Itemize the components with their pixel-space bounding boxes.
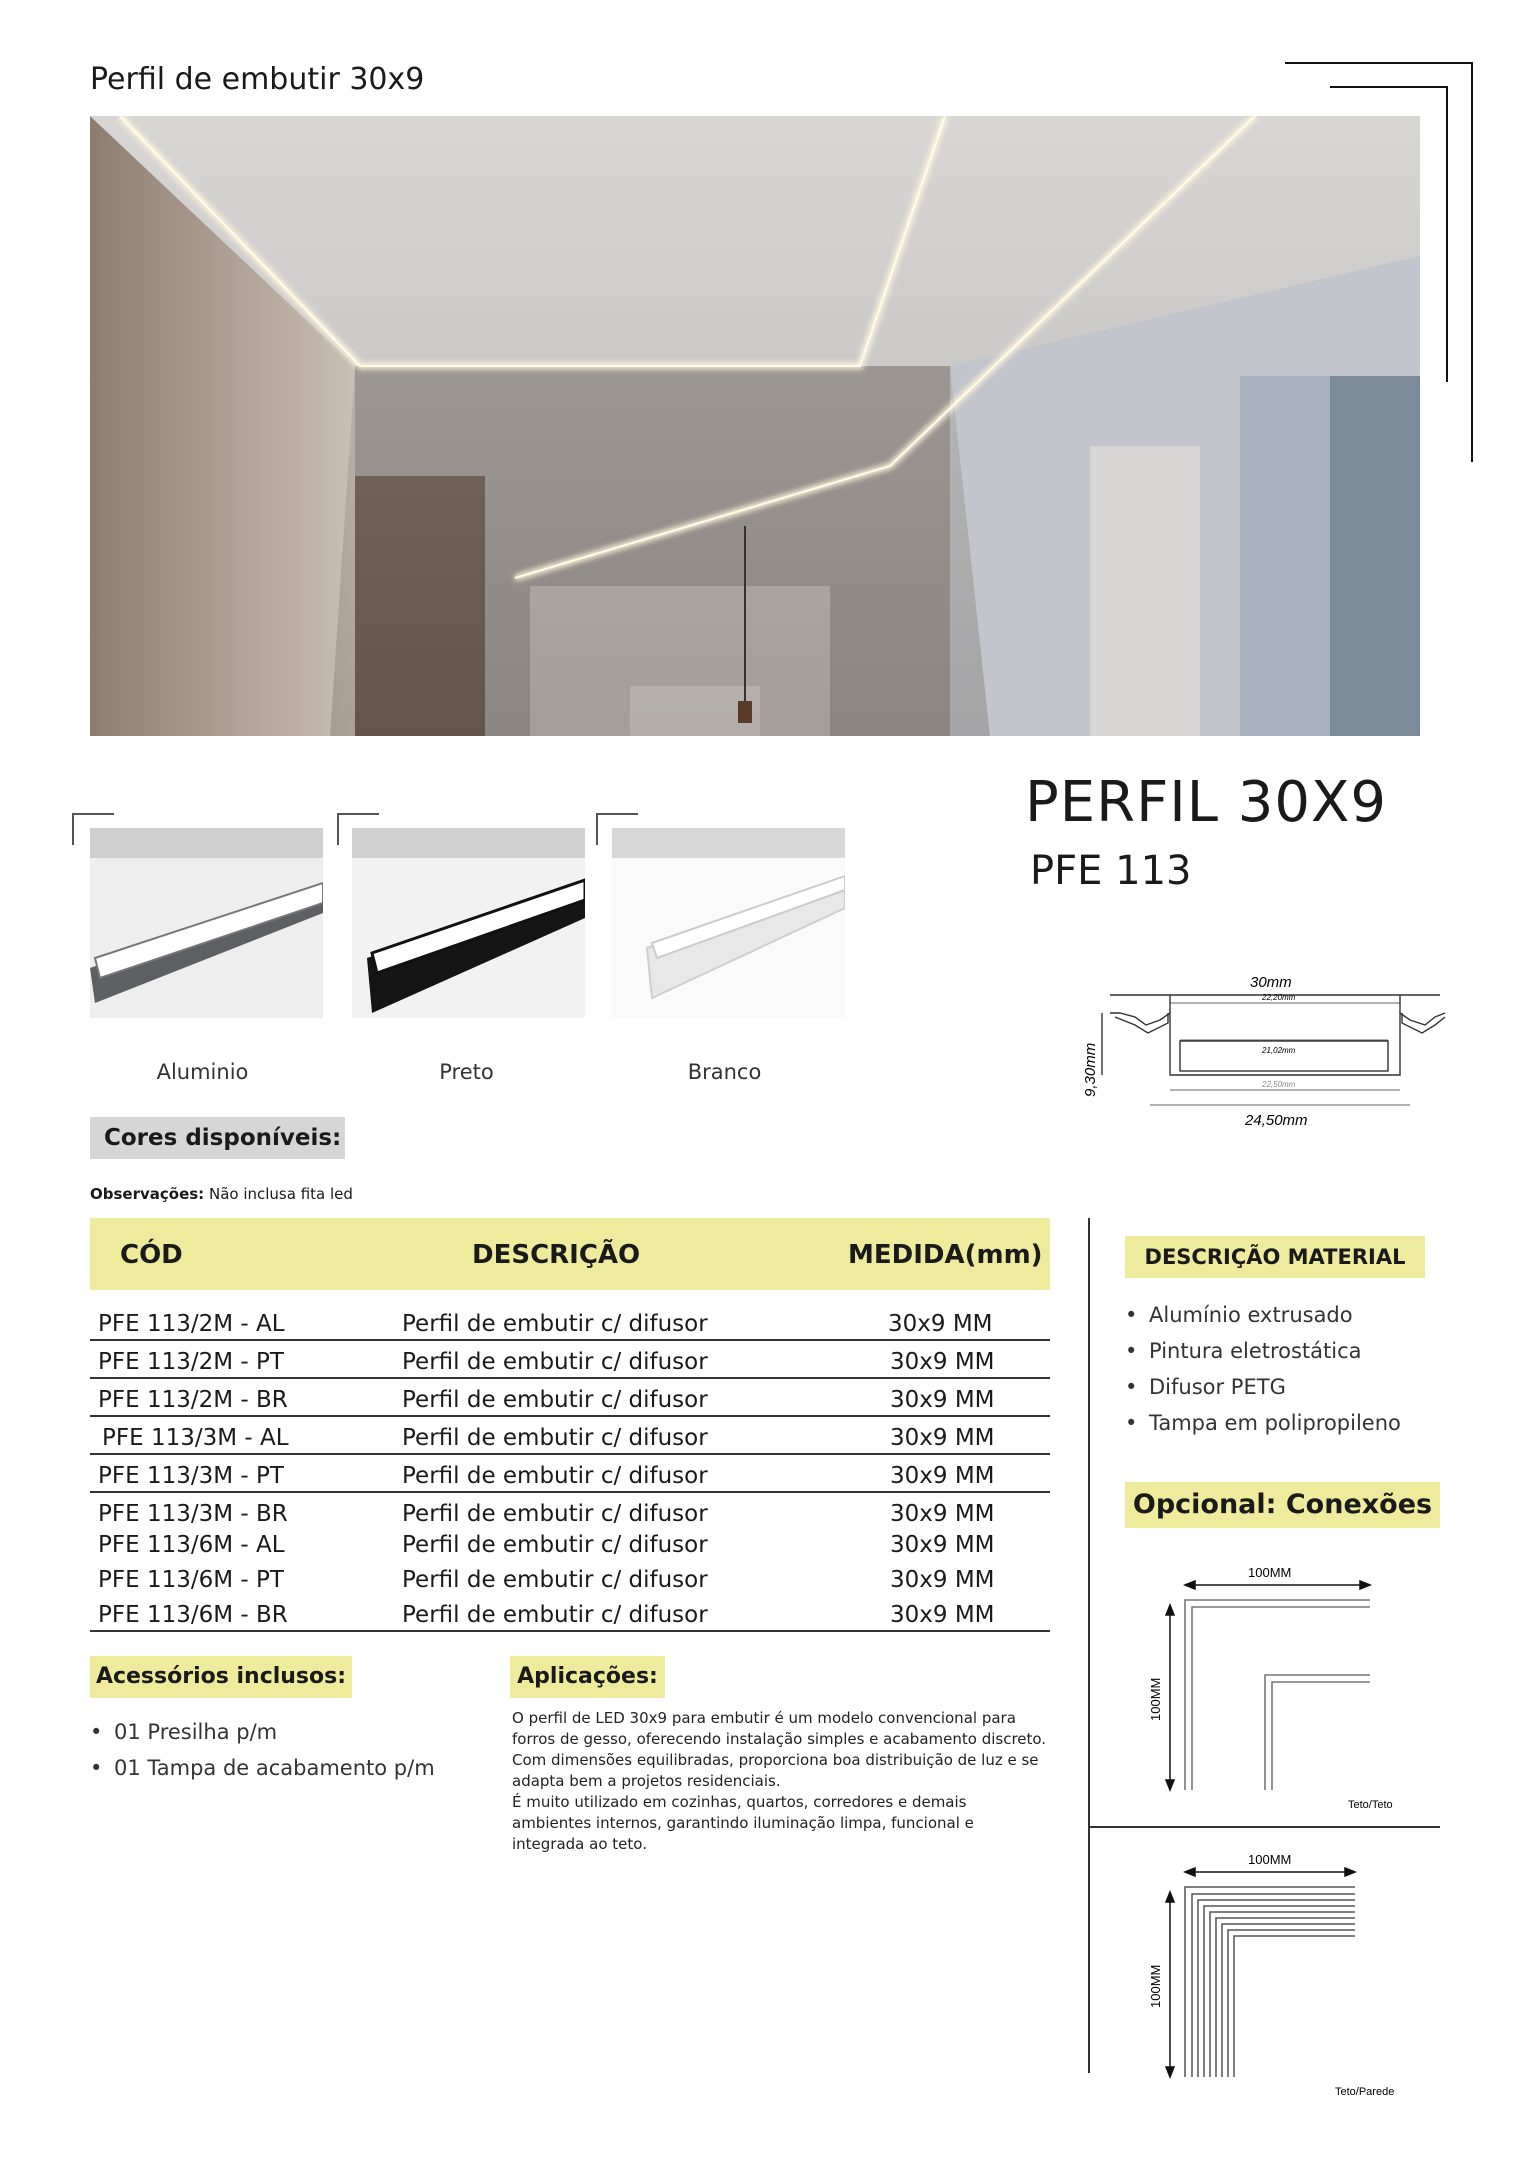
row-measure: 30x9 MM [890,1463,995,1489]
dim-bottom-outer: 24,50mm [1245,1112,1308,1129]
connector-teto-teto [1140,1565,1420,1815]
swatch-aluminio-image [90,828,323,1018]
table-row [90,1417,1050,1455]
th-code: CÓD [120,1240,183,1270]
table-row [90,1303,1050,1341]
profile-drawing [1080,965,1450,1170]
corner-decoration [1285,62,1473,64]
table-row [90,1524,1050,1560]
dim-inner-top: 22,20mm [1262,993,1296,1002]
applications-paragraph-1: O perfil de LED 30x9 para embutir é um modelo convencional para forros de gesso, oferecendo instalação simples e acabamento discreto. Com dimensões equilibradas, proporciona boa distribuição de luz e se adapta bem a projetos residenciais. [512,1709,1047,1790]
product-title: PERFIL 30X9 [1025,770,1388,835]
colors-heading: Cores disponíveis: [90,1117,345,1159]
material-item: • Alumínio extrusado [1125,1303,1401,1327]
accessories-list [90,1720,435,1792]
row-description: Perfil de embutir c/ difusor [402,1387,708,1413]
row-description: Perfil de embutir c/ difusor [402,1501,708,1527]
table-row [90,1559,1050,1595]
row-measure: 30x9 MM [890,1532,995,1558]
connector1-label: Teto/Teto [1348,1799,1393,1811]
material-item: • Tampa em polipropileno [1125,1411,1401,1435]
swatch-label-branco: Branco [687,1060,762,1084]
horizontal-divider [1090,1826,1440,1828]
material-item: • Pintura eletrostática [1125,1339,1401,1363]
observations [90,1185,353,1203]
table-row [90,1455,1050,1493]
row-measure: 30x9 MM [890,1501,995,1527]
connector1-width: 100MM [1248,1565,1292,1580]
optional-heading: Opcional: Conexões [1125,1482,1440,1528]
vertical-divider [1088,1218,1090,2073]
th-measure: MEDIDA(mm) [848,1240,1043,1270]
row-description: Perfil de embutir c/ difusor [402,1532,708,1558]
page-title: Perfil de embutir 30x9 [90,62,425,97]
connector2-width: 100MM [1248,1852,1292,1867]
observations-text: Não inclusa fita led [208,1185,353,1203]
table-header [90,1218,1050,1290]
row-description: Perfil de embutir c/ difusor [402,1463,708,1489]
corner-decoration-2v [1446,86,1448,382]
row-description: Perfil de embutir c/ difusor [402,1425,708,1451]
swatch-preto-image [352,828,585,1018]
connector1-height: 100MM [1148,1677,1163,1721]
connector-teto-parede [1140,1852,1420,2102]
applications-text [512,1708,1047,1855]
dim-width-top: 30mm [1250,974,1292,991]
observations-label: Observações: [90,1185,205,1203]
applications-paragraph-2: É muito utilizado em cozinhas, quartos, corredores e demais ambientes internos, garantindo iluminação limpa, funcional e integrada ao teto. [512,1793,974,1853]
row-measure: 30x9 MM [890,1567,995,1593]
row-code: PFE 113/2M - BR [98,1387,288,1413]
connector2-label: Teto/Parede [1335,2086,1395,2098]
swatch-label-aluminio: Aluminio [156,1060,249,1084]
hero-image [90,116,1420,736]
row-code: PFE 113/6M - BR [98,1602,288,1628]
th-description: DESCRIÇÃO [472,1240,641,1270]
product-code: PFE 113 [1030,848,1192,894]
dim-bottom-inner: 22,50mm [1262,1080,1296,1089]
row-code: PFE 113/6M - AL [98,1532,285,1558]
row-description: Perfil de embutir c/ difusor [402,1311,708,1337]
row-measure: 30x9 MM [890,1602,995,1628]
table-row [90,1341,1050,1379]
row-measure: 30x9 MM [890,1425,995,1451]
row-description: Perfil de embutir c/ difusor [402,1567,708,1593]
row-description: Perfil de embutir c/ difusor [402,1349,708,1375]
table-row [90,1379,1050,1417]
dim-inner-mid: 21,02mm [1262,1046,1296,1055]
row-measure: 30x9 MM [890,1349,995,1375]
row-code: PFE 113/6M - PT [98,1567,284,1593]
row-measure: 30x9 MM [888,1311,993,1337]
connector2-height: 100MM [1148,1964,1163,2008]
row-description: Perfil de embutir c/ difusor [402,1602,708,1628]
row-code: PFE 113/3M - BR [98,1501,288,1527]
row-code: PFE 113/3M - AL [102,1425,289,1451]
material-heading: DESCRIÇÃO MATERIAL [1125,1236,1425,1278]
row-code: PFE 113/3M - PT [98,1463,284,1489]
accessories-heading: Acessórios inclusos: [90,1656,352,1698]
applications-heading: Aplicações: [510,1656,665,1698]
table-row [90,1594,1050,1632]
corner-decoration-v [1471,62,1473,462]
dim-height: 9,30mm [1082,1042,1099,1097]
material-item: • Difusor PETG [1125,1375,1401,1399]
accessory-item: • 01 Presilha p/m [90,1720,435,1744]
row-code: PFE 113/2M - PT [98,1349,284,1375]
accessory-item: • 01 Tampa de acabamento p/m [90,1756,435,1780]
row-measure: 30x9 MM [890,1387,995,1413]
material-list [1125,1303,1401,1447]
corner-decoration-2 [1330,86,1448,88]
swatch-branco-image [612,828,845,1018]
row-code: PFE 113/2M - AL [98,1311,285,1337]
swatch-label-preto: Preto [439,1060,494,1084]
